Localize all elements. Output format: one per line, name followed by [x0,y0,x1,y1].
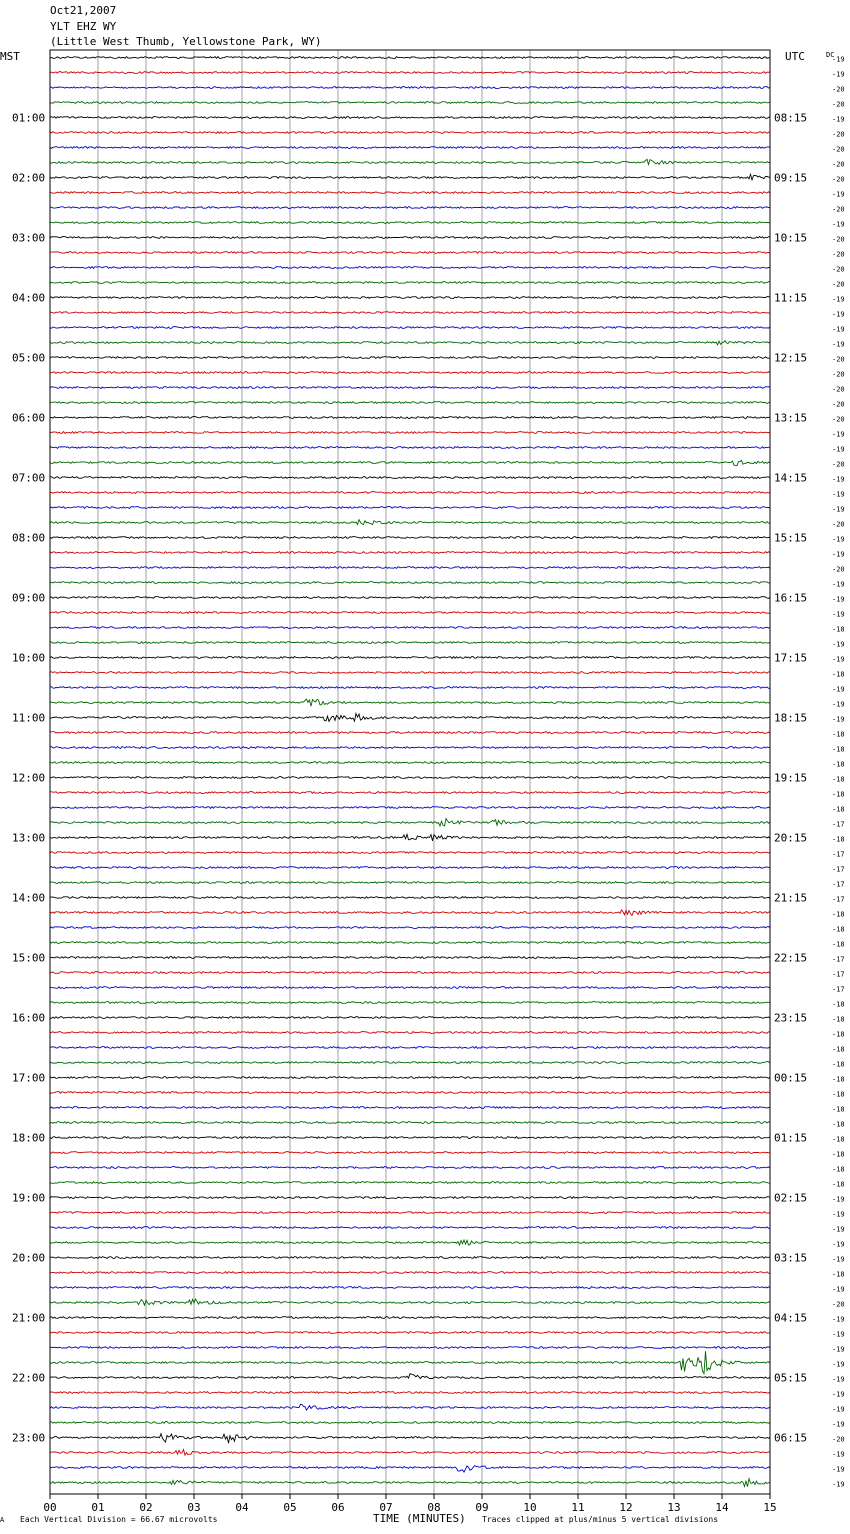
station-location: (Little West Thumb, Yellowstone Park, WY) [50,35,322,48]
left-hour-label: 18:00 [12,1131,46,1145]
dc-offset-value: -20 [832,1300,845,1309]
trace-row [50,1404,770,1410]
left-hour-label: 20:00 [12,1251,46,1265]
station-code: YLT EHZ WY [50,20,117,33]
seismic-traces [50,57,770,1487]
left-hour-label: 14:00 [12,891,46,905]
dc-offset-value: -19 [832,1480,845,1489]
dc-offset-value: -19 [832,1255,845,1264]
dc-offset-value: -19 [832,1465,845,1474]
trace-row [50,192,770,194]
dc-offset-value: -18 [832,775,845,784]
dc-offset-value: -19 [832,580,845,589]
right-hour-label: 22:15 [774,951,808,965]
dc-offset-value: -17 [832,880,845,889]
dc-offset-value: -19 [832,1315,845,1324]
right-hour-label: 15:15 [774,531,808,545]
trace-row [50,372,770,374]
dc-offset-value: -20 [832,355,845,364]
dc-offset-value: -17 [832,970,845,979]
trace-row [50,252,770,254]
trace-row [50,507,770,509]
x-axis-label: TIME (MINUTES) [373,1512,466,1525]
x-tick-label: 10 [523,1501,537,1514]
trace-row [50,282,770,284]
dc-offset-value: -19 [832,1345,845,1354]
left-hour-label: 10:00 [12,651,46,665]
trace-row [50,222,770,224]
left-hour-label: 08:00 [12,531,46,545]
dc-offset-value: -19 [832,1330,845,1339]
trace-row [50,1450,770,1456]
trace-row [50,687,770,689]
trace-row [50,867,770,869]
trace-row [50,1227,770,1229]
left-hour-label: 12:00 [12,771,46,785]
dc-offset-value: -19 [832,655,845,664]
dc-offset-value: -19 [832,70,845,79]
dc-offset-value: -17 [832,865,845,874]
clip-note: Traces clipped at plus/minus 5 vertical divisions [482,1515,719,1524]
dc-offset-value: -20 [832,130,845,139]
trace-row [50,1122,770,1124]
dc-offset-value: -19 [832,1450,845,1459]
trace-row [50,1182,770,1184]
trace-row [50,520,770,525]
trace-row [50,942,770,944]
left-hour-label: 17:00 [12,1071,46,1085]
dc-offset-value: -18 [832,910,845,919]
x-tick-label: 08 [427,1501,441,1514]
left-hour-label: 15:00 [12,951,46,965]
dc-offset-value: -19 [832,1405,845,1414]
trace-row [50,1167,770,1169]
dc-offset-value: -20 [832,415,845,424]
dc-offset-value: -19 [832,610,845,619]
trace-row [50,1032,770,1034]
left-hour-label: 16:00 [12,1011,46,1025]
trace-row [50,1092,770,1094]
trace-row [50,1047,770,1049]
dc-offset-value: -18 [832,1150,845,1159]
dc-offset-value: -19 [832,715,845,724]
left-hour-label: 21:00 [12,1311,46,1325]
dc-offset-value: -19 [832,475,845,484]
trace-row [50,762,770,764]
dc-offset-value: -20 [832,235,845,244]
dc-offset-value: -20 [832,85,845,94]
right-hour-label: 20:15 [774,831,808,845]
dc-offset-value: -17 [832,850,845,859]
left-hour-label: 05:00 [12,351,46,365]
right-hour-label: 23:15 [774,1011,808,1025]
right-hour-label: 09:15 [774,171,808,185]
trace-row [50,882,770,884]
dc-offset-value: -18 [832,1015,845,1024]
dc-offset-value: -18 [832,670,845,679]
trace-row [50,72,770,74]
dc-offset-value: -20 [832,460,845,469]
scale-note: Each Vertical Division = 66.67 microvolts [20,1515,218,1524]
dc-offset-value: -18 [832,1030,845,1039]
trace-row [50,792,770,794]
trace-row [50,627,770,629]
right-hour-label: 13:15 [774,411,808,425]
dc-offset-value: -19 [832,1195,845,1204]
dc-offset-value: -18 [832,1075,845,1084]
trace-row [50,1197,770,1199]
trace-row [50,132,770,134]
trace-row [50,341,770,345]
left-timezone-label: MST [0,50,20,63]
trace-row [50,327,770,329]
x-tick-label: 13 [667,1501,681,1514]
trace-row [50,117,770,119]
dc-offset-value: -17 [832,895,845,904]
x-tick-label: 14 [715,1501,729,1514]
dc-offset-value: -18 [832,925,845,934]
trace-row [50,972,770,974]
trace-row [50,1062,770,1064]
dc-offset-value: -18 [832,625,845,634]
left-hour-label: 22:00 [12,1371,46,1385]
trace-row [50,159,770,164]
left-hour-label: 11:00 [12,711,46,725]
trace-row [50,492,770,494]
right-hour-label: 17:15 [774,651,808,665]
dc-offset-header: DC [826,51,835,59]
trace-row [50,1347,770,1349]
dc-offset-value: -19 [832,1360,845,1369]
dc-offset-value: -18 [832,1060,845,1069]
dc-offset-value: -20 [832,160,845,169]
dc-offset-value: -20 [832,400,845,409]
right-hour-label: 12:15 [774,351,808,365]
dc-offset-value: -19 [832,1210,845,1219]
dc-offset-value: -18 [832,760,845,769]
plot-date: Oct21,2007 [50,4,117,17]
dc-offset-value: -17 [832,820,845,829]
right-hour-label: 16:15 [774,591,808,605]
trace-row [50,1299,770,1305]
dc-offset-value: -18 [832,1090,845,1099]
trace-row [50,1422,770,1424]
trace-row [50,732,770,734]
axis-labels [0,50,845,1525]
trace-row [50,1240,770,1245]
dc-offset-value: -19 [832,490,845,499]
dc-offset-value: -18 [832,940,845,949]
trace-row [50,432,770,434]
x-tick-label: 01 [91,1501,105,1514]
dc-offset-value: -18 [832,1045,845,1054]
trace-row [50,447,770,449]
dc-offset-value: -19 [832,1420,845,1429]
trace-row [50,897,770,899]
dc-offset-value: -20 [832,280,845,289]
x-tick-label: 05 [283,1501,297,1514]
dc-offset-value: -18 [832,1270,845,1279]
trace-row [50,147,770,149]
dc-offset-value: -19 [832,115,845,124]
dc-offset-value: -18 [832,1135,845,1144]
x-tick-label: 07 [379,1501,393,1514]
trace-row [50,312,770,314]
dc-offset-value: -19 [832,505,845,514]
dc-offset-value: -18 [832,1105,845,1114]
right-hour-label: 10:15 [774,231,808,245]
x-tick-label: 02 [139,1501,153,1514]
trace-row [50,174,770,180]
trace-row [50,357,770,359]
right-hour-label: 08:15 [774,111,808,125]
trace-row [50,102,770,104]
trace-row [50,1479,770,1487]
x-tick-label: 12 [619,1501,633,1514]
trace-row [50,387,770,389]
right-hour-label: 11:15 [774,291,808,305]
dc-offset-value: -19 [832,220,845,229]
x-tick-label: 11 [571,1501,585,1514]
trace-row [50,1017,770,1019]
dc-offset-value: -19 [832,685,845,694]
trace-row [50,699,770,706]
dc-offset-value: -20 [832,265,845,274]
dc-offset-value: -19 [832,1375,845,1384]
trace-row [50,957,770,959]
left-hour-label: 03:00 [12,231,46,245]
trace-row [50,57,770,59]
trace-row [50,597,770,599]
left-hour-label: 07:00 [12,471,46,485]
dc-offset-value: -20 [832,100,845,109]
left-hour-label: 23:00 [12,1431,46,1445]
trace-row [50,297,770,299]
dc-offset-value: -20 [832,565,845,574]
dc-offset-value: -19 [832,595,845,604]
dc-offset-value: -20 [832,1435,845,1444]
dc-offset-value: -19 [832,190,845,199]
trace-row [50,207,770,209]
trace-row [50,582,770,584]
dc-offset-value: -19 [832,1225,845,1234]
trace-row [50,1351,770,1373]
right-hour-label: 21:15 [774,891,808,905]
trace-row [50,1152,770,1154]
right-hour-label: 05:15 [774,1371,808,1385]
trace-row [50,672,770,674]
trace-row [50,552,770,554]
dc-offset-value: -19 [832,640,845,649]
trace-row [50,1272,770,1274]
trace-row [50,819,770,826]
trace-row [50,1212,770,1214]
trace-row [50,460,770,465]
dc-offset-value: -19 [832,310,845,319]
dc-offset-value: -19 [832,55,845,64]
dc-offset-value: -18 [832,730,845,739]
left-hour-label: 02:00 [12,171,46,185]
right-hour-label: 00:15 [774,1071,808,1085]
right-hour-label: 19:15 [774,771,808,785]
trace-row [50,1257,770,1259]
x-tick-label: 04 [235,1501,249,1514]
right-hour-label: 03:15 [774,1251,808,1265]
dc-offset-value: -19 [832,535,845,544]
dc-offset-value: -19 [832,700,845,709]
dc-offset-value: -19 [832,295,845,304]
dc-offset-value: -19 [832,325,845,334]
trace-row [50,807,770,809]
trace-row [50,852,770,854]
dc-offset-value: -19 [832,445,845,454]
trace-row [50,657,770,659]
right-hour-label: 02:15 [774,1191,808,1205]
left-hour-label: 19:00 [12,1191,46,1205]
right-hour-label: 01:15 [774,1131,808,1145]
right-hour-label: 04:15 [774,1311,808,1325]
trace-row [50,1137,770,1139]
x-tick-label: 06 [331,1501,345,1514]
trace-row [50,1374,770,1379]
trace-row [50,834,770,841]
trace-row [50,1107,770,1109]
dc-offset-value: -18 [832,1120,845,1129]
right-timezone-label: UTC [785,50,805,63]
dc-offset-value: -19 [832,550,845,559]
trace-row [50,642,770,644]
x-tick-label: 15 [763,1501,777,1514]
x-tick-label: 03 [187,1501,201,1514]
trace-row [50,402,770,404]
left-hour-label: 04:00 [12,291,46,305]
left-hour-label: 13:00 [12,831,46,845]
trace-row [50,987,770,989]
right-hour-label: 14:15 [774,471,808,485]
dc-offset-value: -20 [832,145,845,154]
trace-row [50,1392,770,1394]
dc-offset-value: -20 [832,175,845,184]
trace-row [50,537,770,539]
trace-row [50,612,770,614]
dc-offset-value: -19 [832,340,845,349]
trace-row [50,1332,770,1334]
dc-offset-value: -19 [832,1390,845,1399]
dc-offset-value: -17 [832,955,845,964]
trace-row [50,910,770,916]
left-hour-label: 06:00 [12,411,46,425]
trace-row [50,1287,770,1289]
right-hour-label: 06:15 [774,1431,808,1445]
dc-offset-value: -18 [832,745,845,754]
trace-row [50,1077,770,1079]
trace-row [50,1002,770,1004]
dc-offset-value: -20 [832,370,845,379]
footer-left-mark: A [0,1516,5,1524]
trace-row [50,747,770,749]
trace-row [50,87,770,89]
dc-offset-value: -18 [832,1180,845,1189]
dc-offset-value: -20 [832,520,845,529]
dc-offset-value: -19 [832,430,845,439]
x-tick-label: 09 [475,1501,489,1514]
left-hour-label: 01:00 [12,111,46,125]
dc-offset-value: -17 [832,985,845,994]
right-hour-label: 18:15 [774,711,808,725]
x-tick-label: 00 [43,1501,57,1514]
dc-offset-value: -18 [832,790,845,799]
left-hour-label: 09:00 [12,591,46,605]
trace-row [50,267,770,269]
trace-row [50,567,770,569]
dc-offset-value: -20 [832,205,845,214]
trace-row [50,477,770,479]
dc-offset-value: -18 [832,1165,845,1174]
trace-row [50,1317,770,1319]
dc-offset-value: -19 [832,1240,845,1249]
dc-offset-value: -19 [832,1285,845,1294]
trace-row [50,237,770,239]
trace-row [50,927,770,929]
dc-offset-value: -18 [832,835,845,844]
trace-row [50,714,770,722]
dc-offset-value: -20 [832,385,845,394]
dc-offset-value: -18 [832,1000,845,1009]
dc-offset-value: -18 [832,805,845,814]
dc-offset-value: -20 [832,250,845,259]
trace-row [50,1466,770,1472]
trace-row [50,417,770,419]
trace-row [50,1434,770,1444]
trace-row [50,777,770,779]
